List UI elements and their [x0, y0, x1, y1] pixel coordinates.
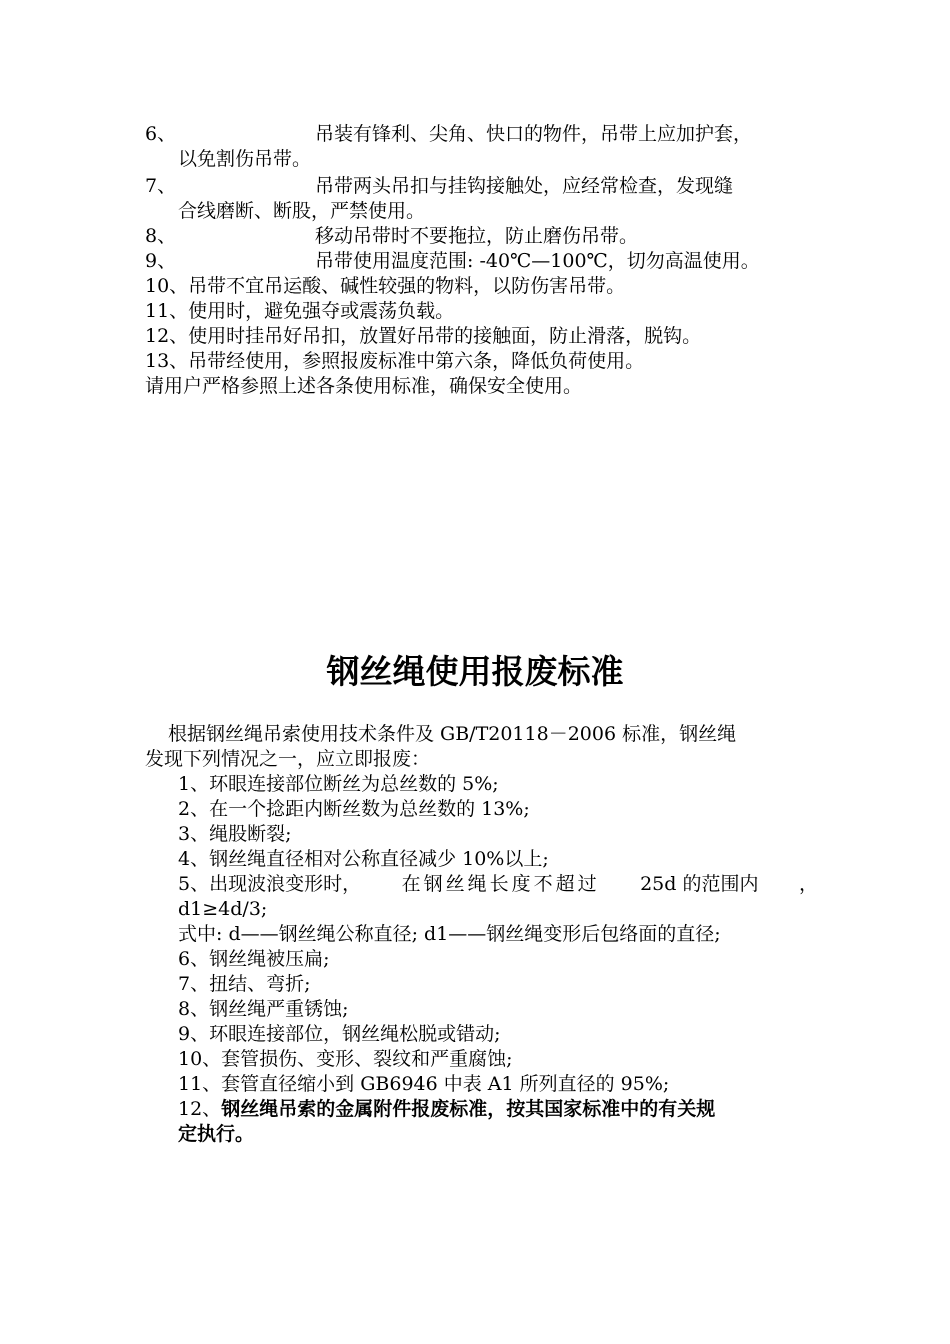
- list-item: 12、使用时挂吊好吊扣，放置好吊带的接触面，防止滑落，脱钩。: [145, 325, 702, 347]
- section-title: 钢丝绳使用报废标准: [326, 652, 624, 691]
- list-item: 11、套管直径缩小到 GB6946 中表 A1 所列直径的 95%;: [178, 1073, 670, 1095]
- list-item: 10、套管损伤、变形、裂纹和严重腐蚀;: [178, 1048, 513, 1070]
- list-item-continuation: 以免割伤吊带。: [178, 148, 312, 170]
- closing-note: 请用户严格参照上述各条使用标准，确保安全使用。: [145, 375, 583, 397]
- list-item: 6、钢丝绳被压扁;: [178, 948, 330, 970]
- list-item: 10、吊带不宜吊运酸、碱性较强的物料，以防伤害吊带。: [145, 275, 626, 297]
- list-item: 3、绳股断裂;: [178, 823, 292, 845]
- list-item: 7、 吊带两头吊扣与挂钩接触处，应经常检查，发现缝: [145, 175, 734, 197]
- intro-paragraph: 根据钢丝绳吊索使用技术条件及 GB/T20118－2006 标准，钢丝绳: [168, 723, 737, 745]
- list-item: 5、出现波浪变形时， 在钢丝绳长度不超过 25d 的范围内 ，: [178, 873, 818, 895]
- list-item-continuation: 定执行。: [178, 1123, 255, 1145]
- list-item: 9、 吊带使用温度范围: -40℃—100℃，切勿高温使用。: [145, 250, 760, 272]
- list-item: 9、环眼连接部位，钢丝绳松脱或错动;: [178, 1023, 501, 1045]
- list-item: 2、在一个捻距内断丝数为总丝数的 13%;: [178, 798, 530, 820]
- list-item: 6、 吊装有锋利、尖角、快口的物件，吊带上应加护套，: [145, 123, 753, 145]
- list-item: 13、吊带经使用，参照报废标准中第六条，降低负荷使用。: [145, 350, 645, 372]
- formula-note: 式中: d——钢丝绳公称直径; d1——钢丝绳变形后包络面的直径;: [178, 923, 721, 945]
- list-item: 7、扭结、弯折;: [178, 973, 311, 995]
- list-item: 11、使用时，避免强夺或震荡负载。: [145, 300, 455, 322]
- list-item: 8、 移动吊带时不要拖拉，防止磨伤吊带。: [145, 225, 639, 247]
- intro-paragraph-continuation: 发现下列情况之一，应立即报废：: [145, 748, 431, 770]
- list-item: 8、钢丝绳严重锈蚀;: [178, 998, 349, 1020]
- list-item-continuation: d1≥4d/3;: [178, 898, 268, 920]
- list-item: 4、钢丝绳直径相对公称直径减少 10%以上;: [178, 848, 549, 870]
- list-item: 1、环眼连接部位断丝为总丝数的 5%;: [178, 773, 499, 795]
- list-item-continuation: 合线磨断、断股，严禁使用。: [178, 200, 426, 222]
- list-item: 12、钢丝绳吊索的金属附件报废标准，按其国家标准中的有关规: [178, 1098, 716, 1120]
